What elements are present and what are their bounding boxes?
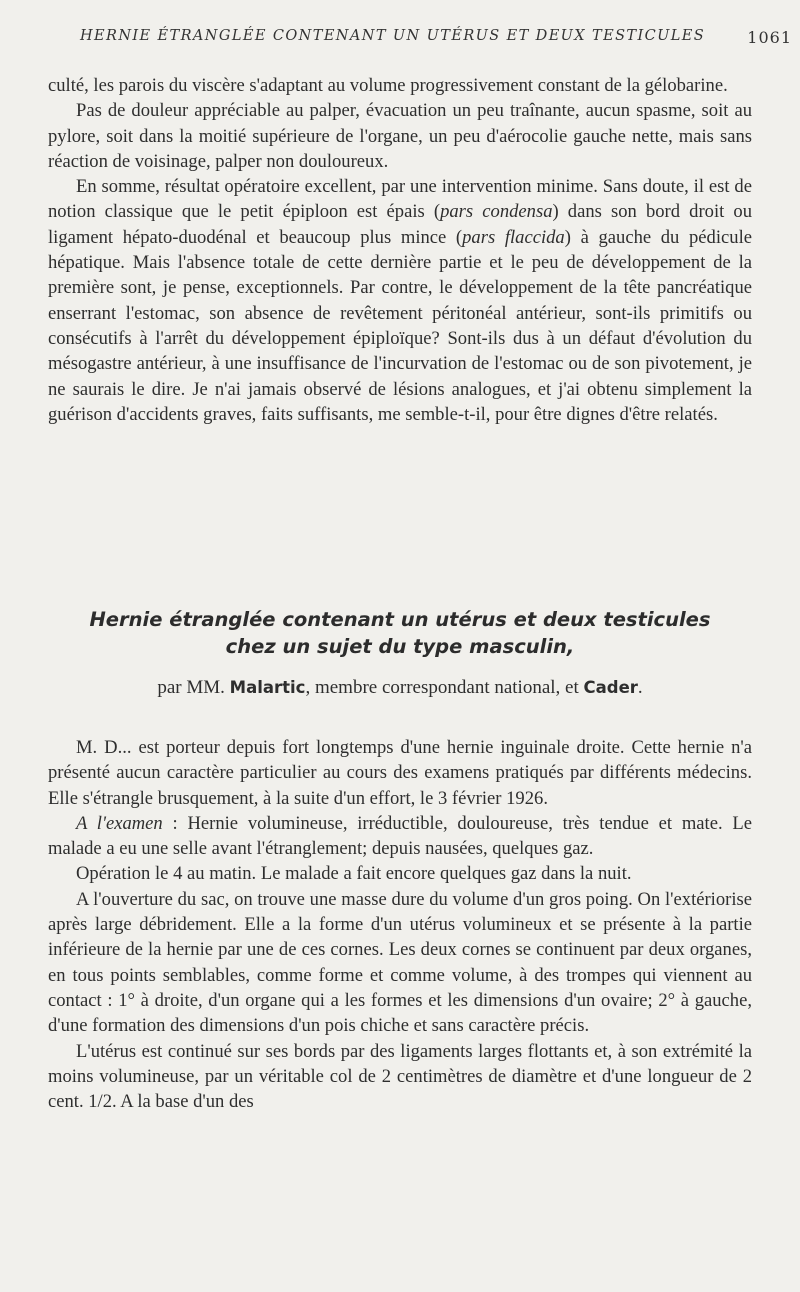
exam-label: A l'examen bbox=[76, 812, 163, 834]
conclusion-text-a: En somme, résultat opératoire excellent, par une intervention minime. Sans doute, il est de notion classique que le petit épiploon est épais ( bbox=[48, 176, 752, 223]
byline-middle: , membre correspondant national, et bbox=[305, 677, 579, 698]
paragraph-palpation: Pas de douleur appréciable au palper, évacuation un peu traînante, aucun spasme, soit au pylore, soit dans la moitié supérieure de l'organe, un peu d'aérocolie gauche nette, mais sans réaction de voisinage, palper non douloureux. bbox=[48, 100, 752, 172]
byline-end: . bbox=[637, 677, 643, 698]
article-title-line2: chez un sujet du type masculin, bbox=[225, 635, 575, 658]
paragraph-operation: Opération le 4 au matin. Le malade a fait encore quelques gaz dans la nuit. bbox=[76, 863, 632, 885]
paragraph-examination bbox=[48, 811, 752, 862]
author-malartic: Malartic bbox=[229, 678, 306, 697]
running-title: HERNIE ÉTRANGLÉE CONTENANT UN UTÉRUS ET DEUX TESTICULES bbox=[80, 28, 706, 44]
paragraph-conclusion bbox=[48, 174, 752, 427]
previous-article-body bbox=[48, 73, 752, 427]
article-title-line1: Hernie étranglée contenant un utérus et deux testicules bbox=[89, 608, 711, 631]
term-pars-flaccida: pars flaccida bbox=[462, 226, 565, 248]
conclusion-text-c: ) à gauche du pédicule hépatique. Mais l'absence totale de cette dernière partie et le peu de développement de la première sont, je pense, exceptionnels. Par contre, le développement de la tête pancréatique enserrant l'estomac, son absence de revêtement péritonéal antérieur, sont-ils primitifs ou consécutifs à l'arrêt du développement épiploïque? Sont-ils dus à un défaut d'évolution du mésogastre antérieur, à une insuffisance de l'incurvation de l'estomac ou de son pivotement, je ne saurais le dire. Je n'ai jamais observé de lésions analogues, et j'ai obtenu simplement la guérison d'accidents graves, faits suffisants, me semble-t-il, pour être dignes d'être relatés. bbox=[48, 226, 752, 425]
exam-text: : Hernie volumineuse, irréductible, douloureuse, très tendue et mate. Le malade a eu une selle avant l'étranglement; depuis nausées, quelques gaz. bbox=[48, 812, 753, 860]
article-title bbox=[48, 606, 752, 660]
author-cader: Cader bbox=[583, 678, 638, 697]
conclusion-text-b: ) dans son bord droit ou ligament hépato-duodénal et beaucoup plus mince ( bbox=[48, 201, 753, 248]
article-body bbox=[48, 735, 752, 1114]
paragraph-uterus: L'utérus est continué sur ses bords par des ligaments larges flottants et, à son extrémité la moins volumineuse, par un véritable col de 2 centimètres de diamètre et d'une longueur de 2 cent. 1/2. A la base d'un des bbox=[48, 1040, 752, 1113]
term-pars-condensa: pars condensa bbox=[440, 201, 553, 223]
running-header bbox=[0, 28, 800, 52]
page-number: 1061 bbox=[747, 28, 792, 47]
paragraph-continuation: culté, les parois du viscère s'adaptant au volume progressivement constant de la gélobarine. bbox=[48, 75, 728, 96]
byline-prefix: par MM. bbox=[157, 677, 225, 698]
paragraph-findings: A l'ouverture du sac, on trouve une masse dure du volume d'un gros poing. On l'extériorise après large débridement. Elle a la forme d'un utérus volumineux et se présente à la partie inférieure de la hernie par une de ces cornes. Les deux cornes se continuent par deux organes, en tous points semblables, comme forme et comme volume, à des trompes qui viennent au contact : 1° à droite, d'un organe qui a les formes et les dimensions d'un ovaire; 2° à gauche, d'une formation des dimensions d'un pois chiche et sans caractère précis. bbox=[48, 888, 752, 1037]
paragraph-history: M. D... est porteur depuis fort longtemps d'une hernie inguinale droite. Cette hernie n'a présenté aucun caractère particulier au cours des examens pratiqués par différents médecins. Elle s'étrangle brusquement, à la suite d'un effort, le 3 février 1926. bbox=[48, 737, 752, 809]
byline bbox=[48, 677, 752, 699]
